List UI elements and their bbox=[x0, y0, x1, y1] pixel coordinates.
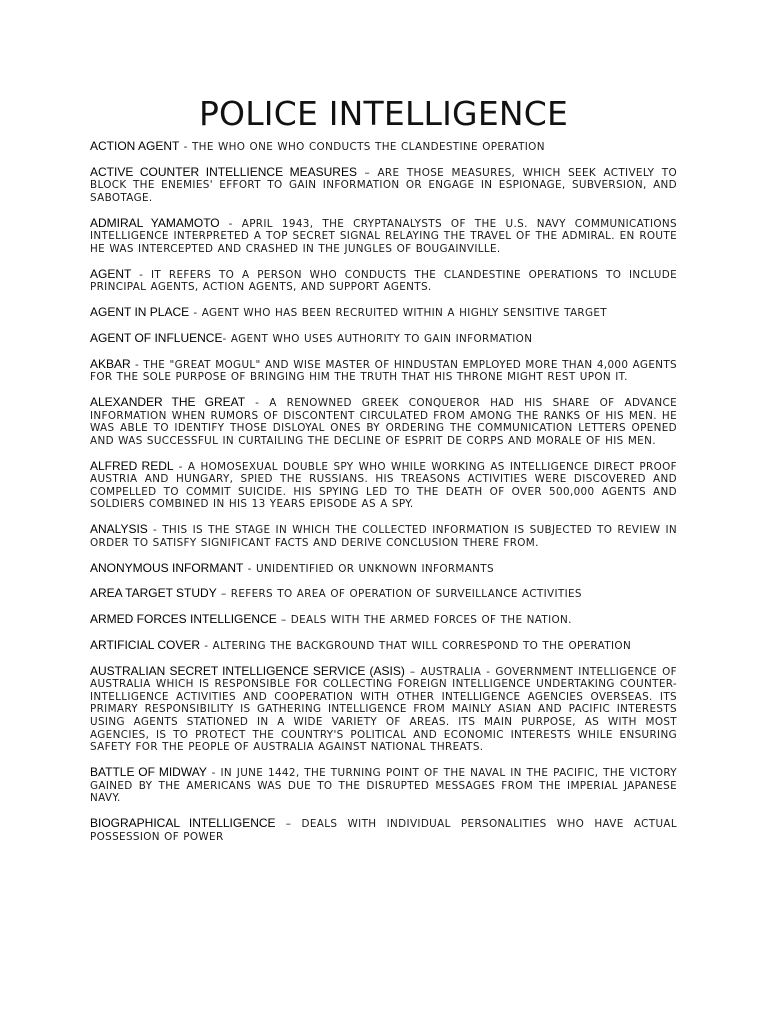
entry-definition: APRIL 1943, THE CRYPTANALYSTS OF THE U.S. NAVY COMMUNICATIONS INTELLIGENCE INTERPRETED A TOP SECRET SIGNAL RELAYING THE TRAVEL OF THE ADMIRAL. EN ROUTE HE WAS INTERCEPTED AND CRASHED IN THE JUNGLES OF BOUGAINVILLE. bbox=[90, 217, 677, 255]
glossary-entry bbox=[90, 639, 677, 653]
entry-definition: DEALS WITH INDIVIDUAL PERSONALITIES WHO HAVE ACTUAL POSSESSION OF POWER bbox=[90, 817, 677, 843]
entry-definition: REFERS TO AREA OF OPERATION OF SURVEILLANCE ACTIVITIES bbox=[230, 588, 582, 601]
glossary-entry bbox=[90, 396, 677, 447]
entry-term: AKBAR bbox=[90, 356, 131, 371]
entry-separator: – bbox=[356, 166, 378, 179]
entry-term: AGENT OF INFLUENCE bbox=[90, 330, 223, 345]
entry-term: ADMIRAL YAMAMOTO bbox=[90, 215, 220, 230]
entry-separator: - bbox=[147, 524, 163, 537]
entry-term: BIOGRAPHICAL INTELLIGENCE bbox=[90, 815, 276, 830]
glossary-entry bbox=[90, 332, 677, 346]
glossary-entry bbox=[90, 358, 677, 384]
entry-term: ACTIVE COUNTER INTELLIENCE MEASURES bbox=[90, 164, 357, 179]
glossary-entry bbox=[90, 166, 677, 205]
entry-term: BATTLE OF MIDWAY bbox=[90, 765, 207, 779]
entry-definition: DEALS WITH THE ARMED FORCES OF THE NATION. bbox=[290, 614, 572, 627]
glossary-entry bbox=[90, 766, 677, 805]
entry-separator: - bbox=[131, 268, 152, 281]
entry-term: AUSTRALIAN SECRET INTELLIGENCE SERVICE (ASIS) bbox=[90, 663, 405, 678]
entry-separator: - bbox=[243, 562, 256, 575]
entry-definition: ARE THOSE MEASURES, WHICH SEEK ACTIVELY TO BLOCK THE ENEMIES' EFFORT TO GAIN INFORMATION OR ENGAGE IN ESPIONAGE, SUBVERSION, AND SABOTAGE. bbox=[90, 166, 677, 204]
entry-separator: - bbox=[189, 307, 202, 320]
entry-term: ANONYMOUS INFORMANT bbox=[90, 560, 244, 575]
entry-definition: AGENT WHO USES AUTHORITY TO GAIN INFORMATION bbox=[230, 332, 533, 345]
entry-term: AGENT IN PLACE bbox=[90, 305, 190, 320]
entry-definition: ALTERING THE BACKGROUND THAT WILL CORRESPOND TO THE OPERATION bbox=[212, 639, 632, 652]
glossary-entry bbox=[90, 523, 677, 549]
entry-term: ACTION AGENT bbox=[90, 139, 180, 153]
entry-definition: IT REFERS TO A PERSON WHO CONDUCTS THE CLANDESTINE OPERATIONS TO INCLUDE PRINCIPAL AGENTS, ACTION AGENTS, AND SUPPORT AGENTS. bbox=[90, 268, 677, 294]
document-title: POLICE INTELLIGENCE bbox=[198, 94, 569, 133]
glossary-entry bbox=[90, 587, 677, 601]
entry-definition: IN JUNE 1442, THE TURNING POINT OF THE NAVAL IN THE PACIFIC, THE VICTORY GAINED BY THE AMERICANS WAS DUE TO THE DISRUPTED MESSAGES FROM THE IMPERIAL JAPANESE NAVY. bbox=[90, 767, 677, 805]
entry-separator: - bbox=[219, 217, 242, 230]
glossary-entry bbox=[90, 140, 677, 154]
entry-separator: - bbox=[200, 639, 213, 652]
entry-term: ALFRED REDL bbox=[90, 458, 174, 473]
glossary-entries bbox=[90, 140, 677, 843]
entry-separator: – bbox=[276, 614, 291, 627]
entry-definition: THE "GREAT MOGUL" AND WISE MASTER OF HINDUSTAN EMPLOYED MORE THAN 4,000 AGENTS FOR THE SOLE PURPOSE OF BRINGING HIM THE TRUTH THAT HIS THRONE MIGHT REST UPON IT. bbox=[90, 358, 677, 384]
entry-term: ARTIFICIAL COVER bbox=[90, 637, 201, 652]
entry-separator: – bbox=[404, 665, 421, 678]
glossary-entry bbox=[90, 817, 677, 843]
entry-definition: A RENOWNED GREEK CONQUEROR HAD HIS SHARE OF ADVANCE INFORMATION WHEN RUMORS OF DISCONTENT CIRCULATED FROM AMONG THE RANKS OF HIS MEN. HE WAS ABLE TO IDENTIFY THOSE DISLOYAL ONES BY ORDERING THE COMMUNICATION LETTERS OPENED AND WAS SUCCESSFUL IN CURTAILING THE DECLINE OF ESPRIT DE CORPS AND MORALE OF HIS MEN. bbox=[90, 397, 678, 447]
entry-separator: - bbox=[206, 767, 221, 779]
entry-definition: AGENT WHO HAS BEEN RECRUITED WITHIN A HIGHLY SENSITIVE TARGET bbox=[201, 307, 607, 320]
entry-term: AREA TARGET STUDY bbox=[90, 586, 217, 601]
glossary-entry bbox=[90, 665, 677, 754]
entry-term: ARMED FORCES INTELLIGENCE bbox=[90, 612, 277, 627]
entry-separator: - bbox=[245, 397, 270, 410]
glossary-entry bbox=[90, 268, 677, 294]
entry-separator: - bbox=[173, 460, 188, 473]
entry-definition: THE WHO ONE WHO CONDUCTS THE CLANDESTINE OPERATION bbox=[191, 141, 545, 153]
entry-separator: – bbox=[275, 817, 302, 830]
document-page bbox=[90, 0, 677, 1024]
entry-separator: - bbox=[130, 358, 144, 371]
glossary-entry bbox=[90, 306, 677, 320]
entry-definition: AUSTRALIA - GOVERNMENT INTELLIGENCE OF AUSTRALIA WHICH IS RESPONSIBLE FOR COLLECTING FOREIGN INTELLIGENCE UNDERTAKING COUNTER-INTELLIGENCE ACTIVITIES AND COOPERATION WITH OTHER INTELLIGENCE AGENCIES OVERSEAS. ITS PRIMARY RESPONSIBILITY IS GATHERING INTELLIGENCE FROM MAINLY ASIAN AND PACIFIC INTERESTS USING AGENTS STATIONED IN A WIDE VARIETY OF AREAS. ITS MAIN PURPOSE, AS WITH MOST AGENCIES, IS TO PROTECT THE COUNTRY'S POLITICAL AND ECONOMIC INTERESTS WHILE ENSURING SAFETY FOR THE PEOPLE OF AUSTRALIA AGAINST NATIONAL THREATS. bbox=[90, 665, 677, 754]
glossary-entry bbox=[90, 613, 677, 627]
entry-term: AGENT bbox=[90, 266, 132, 281]
entry-separator: - bbox=[179, 141, 192, 153]
entry-term: ALEXANDER THE GREAT bbox=[90, 395, 246, 410]
glossary-entry bbox=[90, 217, 677, 256]
entry-definition: UNIDENTIFIED OR UNKNOWN INFORMANTS bbox=[255, 562, 494, 575]
glossary-entry bbox=[90, 460, 677, 511]
entry-definition: A HOMOSEXUAL DOUBLE SPY WHO WHILE WORKING AS INTELLIGENCE DIRECT PROOF AUSTRIA AND HUNGARY, SPIED THE RUSSIANS. HIS TREASONS ACTIVITIES WERE DISCOVERED AND COMPELLED TO COMMIT SUICIDE. HIS SPYING LED TO THE DEATH OF OVER 500,000 AGENTS AND SOLDIERS COMBINED IN HIS 13 YEARS EPISODE AS A SPY. bbox=[90, 460, 677, 511]
entry-separator: – bbox=[216, 588, 231, 601]
entry-definition: THIS IS THE STAGE IN WHICH THE COLLECTED INFORMATION IS SUBJECTED TO REVIEW IN ORDER TO SATISFY SIGNIFICANT FACTS AND DERIVE CONCLUSION THERE FROM. bbox=[90, 524, 678, 549]
entry-separator: - bbox=[222, 332, 231, 345]
entry-term: ANALYSIS bbox=[90, 522, 148, 537]
glossary-entry bbox=[90, 562, 677, 576]
